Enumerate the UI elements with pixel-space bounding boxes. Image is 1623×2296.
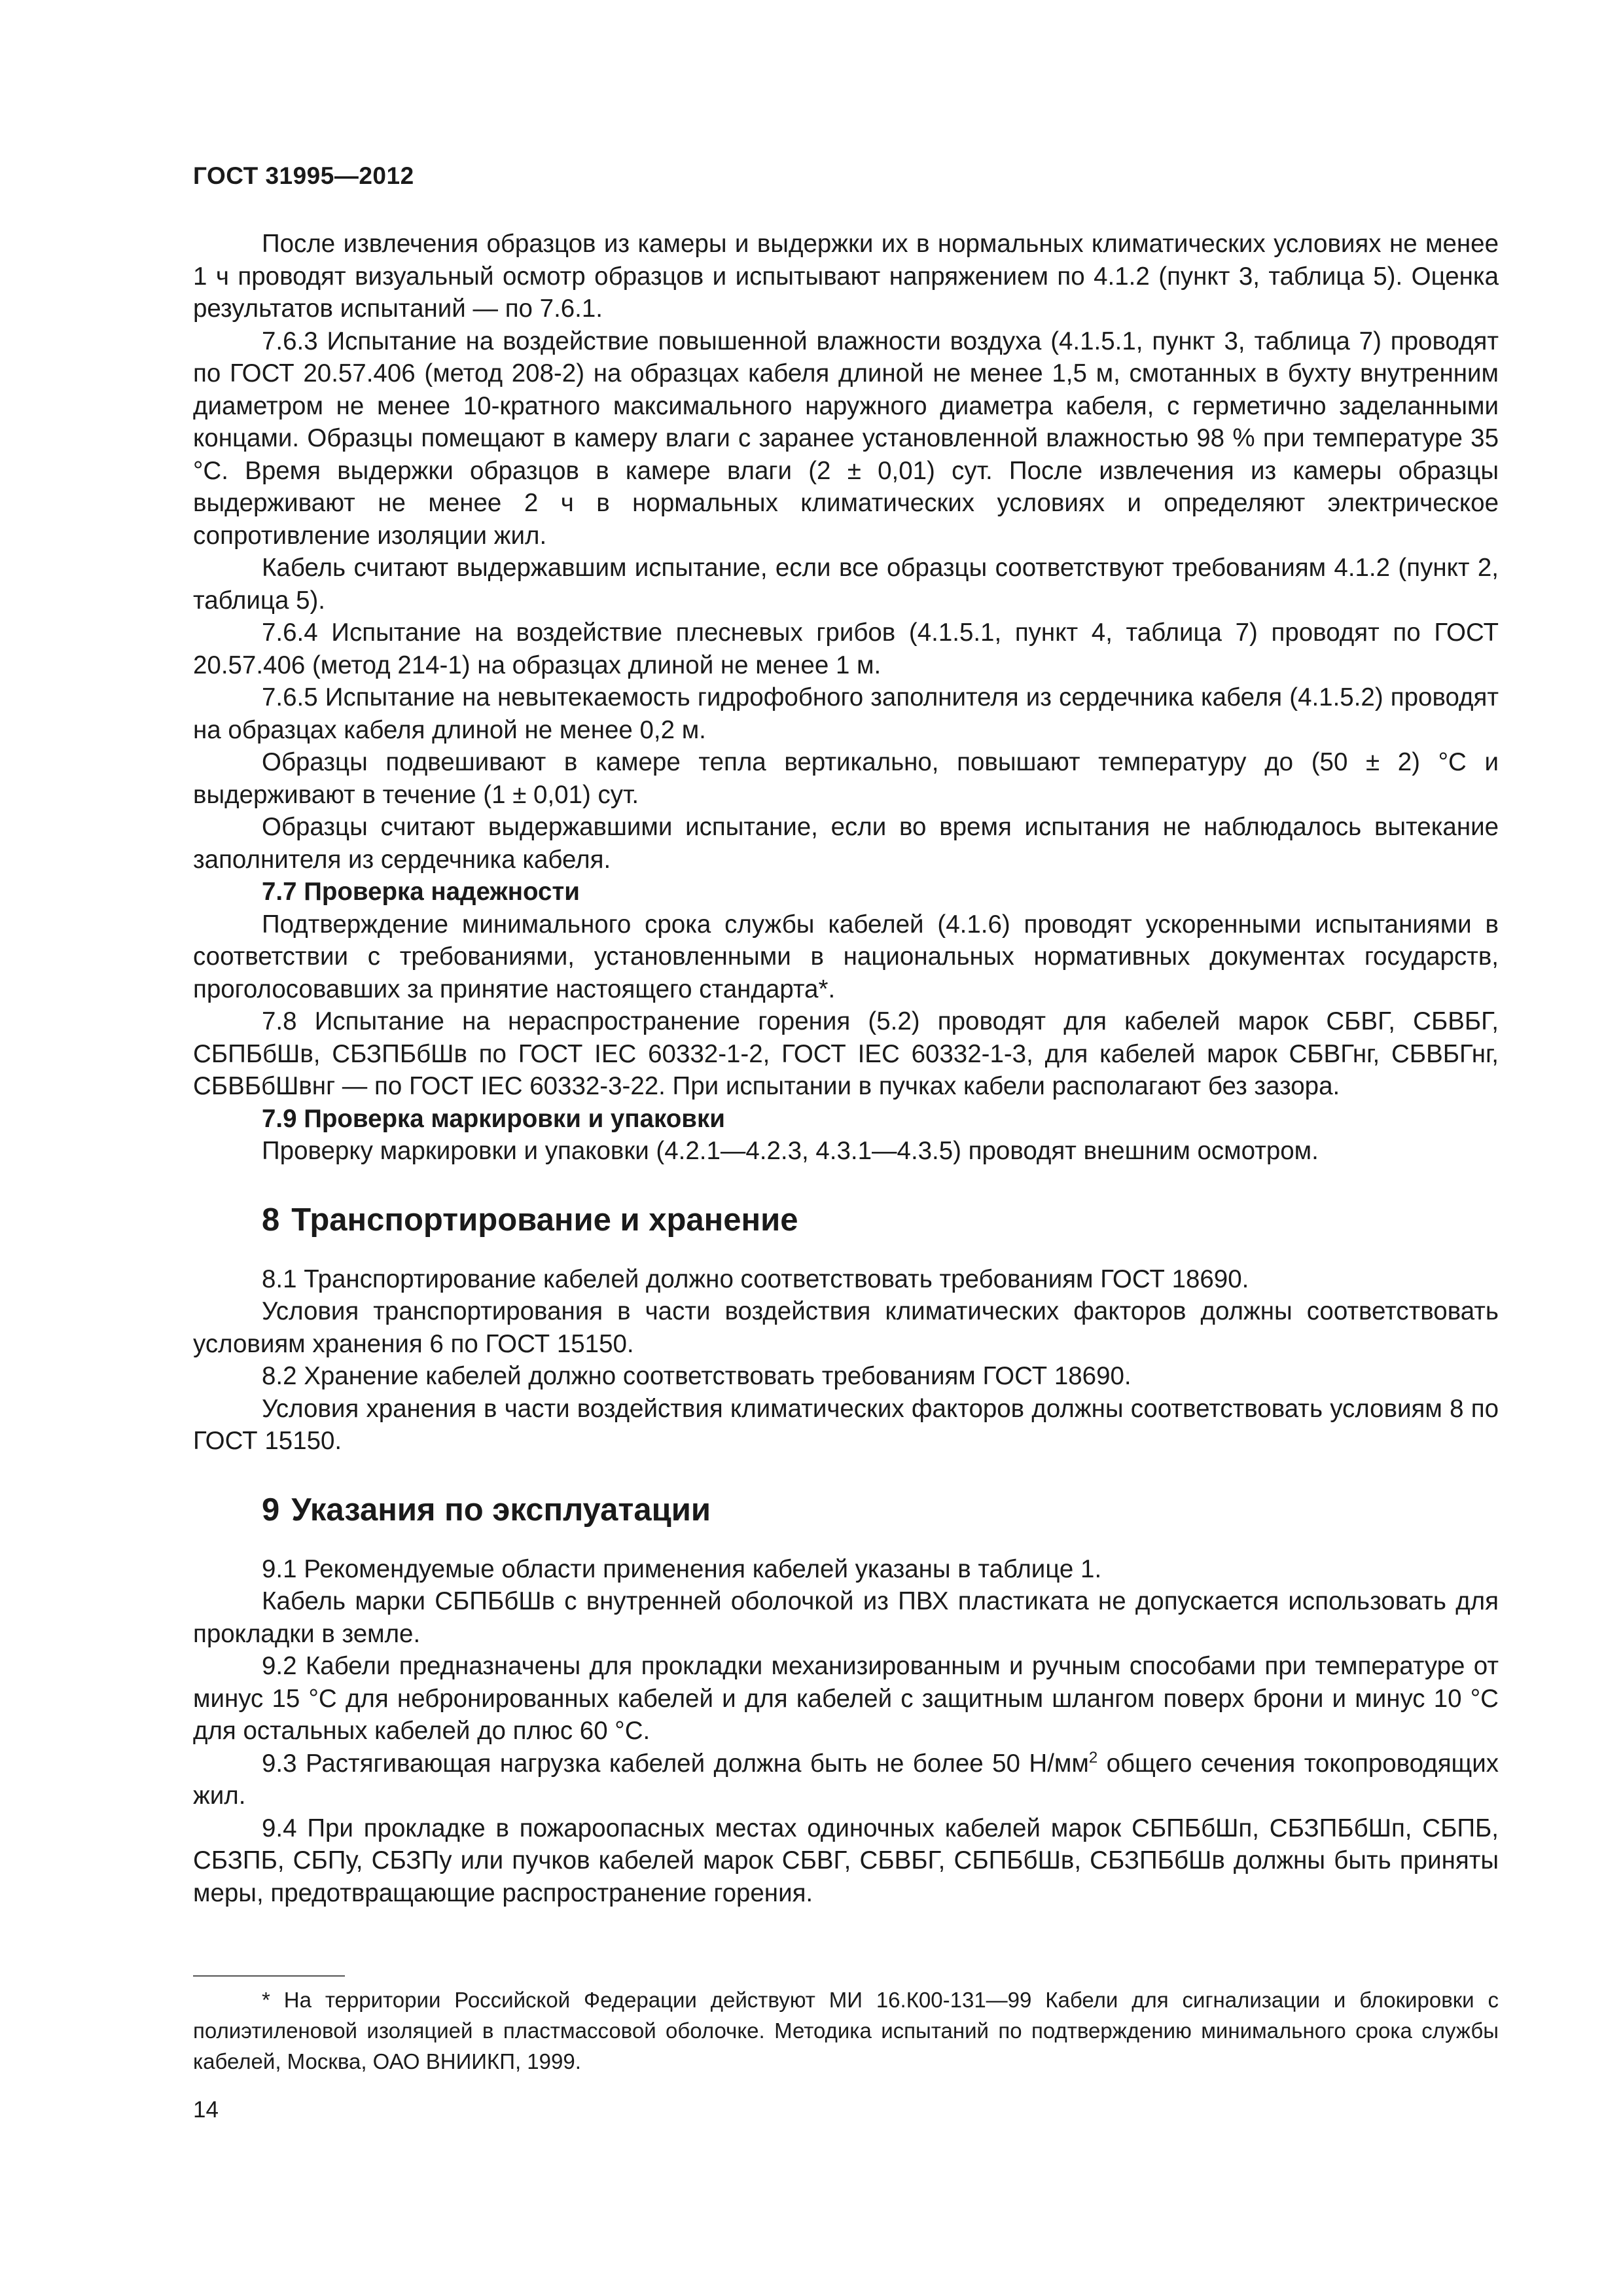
paragraph-9-4: 9.4 При прокладке в пожароопасных местах одиночных кабелей марок СБПБбШп, СБЗПБбШп, СБПБ, СБЗПБ, СБПу, СБЗПу или пучков кабелей марок СБВГ, СБВБГ, СБПБбШв, СБЗПБбШв должны быть приняты меры, предотвращающие распространение горения. bbox=[193, 1814, 1499, 1907]
paragraph: После извлечения образцов из камеры и выдержки их в нормальных климатических условиях не менее 1 ч проводят визуальный осмотр образцов и испытывают напряжением по 4.1.2 (пункт 3, таблица 5). Оценка результатов испытаний — по 7.6.1. bbox=[193, 230, 1499, 323]
paragraph-9-3 bbox=[193, 1748, 1499, 1812]
subsection-heading-7-9: 7.9 Проверка маркировки и упаковки bbox=[262, 1104, 725, 1133]
paragraph-7-6-5: 7.6.5 Испытание на невытекаемость гидрофобного заполнителя из сердечника кабеля (4.1.5.2) проводят на образцах кабеля длиной не менее 0,2 м. bbox=[193, 683, 1499, 744]
paragraph-7-8: 7.8 Испытание на нераспространение горения (5.2) проводят для кабелей марок СБВГ, СБВБГ, СБПБбШв, СБЗПБбШв по ГОСТ IEC 60332-1-2, ГОСТ IEC 60332-1-3, для кабелей марок СБВГнг, СБВБГнг, СБВБбШвнг — по ГОСТ IEC 60332-3-22. При испытании в пучках кабели располагают без зазора. bbox=[193, 1007, 1499, 1100]
superscript: 2 bbox=[1088, 1748, 1098, 1767]
paragraph: Кабель считают выдержавшим испытание, если все образцы соответствуют требованиям 4.1.2 (пункт 2, таблица 5). bbox=[193, 554, 1499, 615]
section-heading-9 bbox=[193, 1490, 1499, 1530]
paragraph: Проверку маркировки и упаковки (4.2.1—4.2.3, 4.3.1—4.3.5) проводят внешним осмотром. bbox=[262, 1137, 1319, 1165]
text-run: общего сечения токопроводящих жил. bbox=[193, 1749, 1499, 1810]
paragraph: Условия транспортирования в части воздействия климатических факторов должны соответствовать условиям хранения 6 по ГОСТ 15150. bbox=[193, 1297, 1499, 1358]
paragraph-7-6-3: 7.6.3 Испытание на воздействие повышенной влажности воздуха (4.1.5.1, пункт 3, таблица 7) проводят по ГОСТ 20.57.406 (метод 208-2) на образцах кабеля длиной не менее 1,5 м, смотанных в бухту внутренним диаметром не менее 10-кратного максимального наружного диаметра кабеля, с герметично заделанными концами. Образцы помещают в камеру влаги с заранее установленной влажностью 98 % при температуре 35 °С. Время выдержки образцов в камере влаги (2 ± 0,01) сут. После извлечения из камеры образцы выдерживают не менее 2 ч в нормальных климатических условиях и определяют электрическое сопротивление изоляции жил. bbox=[193, 327, 1499, 550]
paragraph: Образцы подвешивают в камере тепла вертикально, повышают температуру до (50 ± 2) °С и выдерживают в течение (1 ± 0,01) сут. bbox=[193, 748, 1499, 809]
paragraph: Подтверждение минимального срока службы кабелей (4.1.6) проводят ускоренными испытаниями в соответствии с требованиями, установленными в национальных нормативных документах государств, проголосовавших за принятие настоящего стандарта*. bbox=[193, 910, 1499, 1003]
paragraph: Условия хранения в части воздействия климатических факторов должны соответствовать условиям 8 по ГОСТ 15150. bbox=[193, 1394, 1499, 1455]
footnote bbox=[193, 1984, 1499, 2077]
paragraph: Кабель марки СБПБбШв с внутренней оболочкой из ПВХ пластиката не допускается использовать для прокладки в земле. bbox=[193, 1587, 1499, 1648]
page-number: 14 bbox=[193, 2097, 219, 2123]
main-text bbox=[193, 228, 1499, 1909]
section-number: 8 bbox=[262, 1202, 280, 1238]
subsection-heading-7-7: 7.7 Проверка надежности bbox=[262, 878, 580, 906]
paragraph-7-6-4: 7.6.4 Испытание на воздействие плесневых грибов (4.1.5.1, пункт 4, таблица 7) проводят по ГОСТ 20.57.406 (метод 214-1) на образцах длиной не менее 1 м. bbox=[193, 619, 1499, 679]
section-title: Транспортирование и хранение bbox=[291, 1202, 798, 1238]
paragraph-9-2: 9.2 Кабели предназначены для прокладки механизированным и ручным способами при температуре от минус 15 °С для небронированных кабелей и для кабелей с защитным шлангом поверх брони и минус 10 °С для остальных кабелей до плюс 60 °С. bbox=[193, 1652, 1499, 1745]
text-run: 9.3 Растягивающая нагрузка кабелей должна быть не более 50 Н/мм bbox=[262, 1749, 1089, 1778]
document-header: ГОСТ 31995—2012 bbox=[193, 162, 414, 189]
section-title: Указания по эксплуатации bbox=[291, 1492, 711, 1528]
section-heading-8 bbox=[193, 1200, 1499, 1240]
footnote-divider bbox=[193, 1975, 345, 1977]
paragraph-8-1: 8.1 Транспортирование кабелей должно соответствовать требованиям ГОСТ 18690. bbox=[262, 1265, 1249, 1293]
section-number: 9 bbox=[262, 1492, 280, 1528]
paragraph-9-1: 9.1 Рекомендуемые области применения кабелей указаны в таблице 1. bbox=[262, 1554, 1102, 1583]
paragraph-8-2: 8.2 Хранение кабелей должно соответствовать требованиям ГОСТ 18690. bbox=[262, 1362, 1132, 1390]
paragraph: Образцы считают выдержавшими испытание, если во время испытания не наблюдалось вытекание заполнителя из сердечника кабеля. bbox=[193, 813, 1499, 874]
footnote-text: * На территории Российской Федерации действуют МИ 16.К00-131—99 Кабели для сигнализации и блокировки с полиэтиленовой изоляцией в пластмассовой оболочке. Методика испытаний по подтверждению минимального срока службы кабелей, Москва, ОАО ВНИИКП, 1999. bbox=[193, 1988, 1499, 2073]
